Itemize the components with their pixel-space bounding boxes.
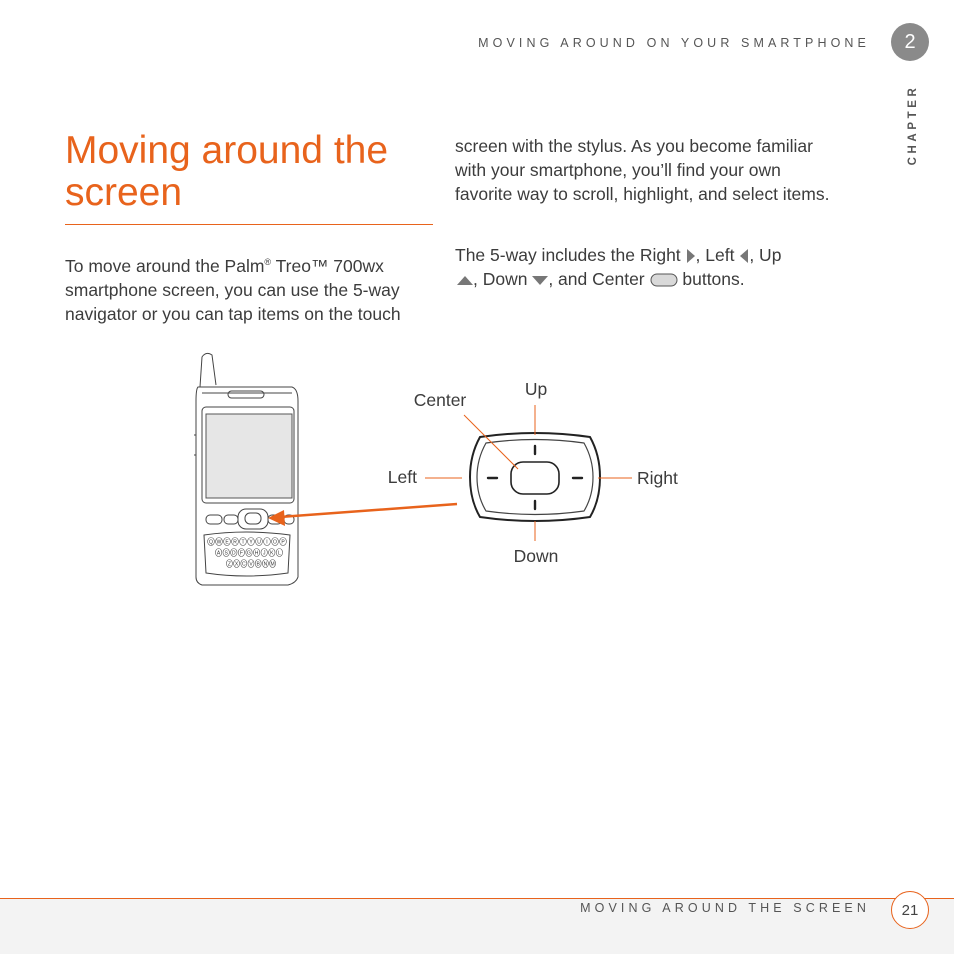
- pointer-arrow-line: [280, 504, 457, 517]
- five-way-navigator: [470, 433, 600, 521]
- keyboard-key-letter: P: [281, 539, 285, 546]
- five-way-text-4: , Down: [473, 269, 533, 289]
- running-head: MOVING AROUND ON YOUR SMARTPHONE: [478, 36, 870, 50]
- keyboard-key-letter: E: [225, 539, 229, 546]
- keyboard-key-letter: W: [216, 539, 222, 546]
- right-arrow-icon: [686, 249, 696, 263]
- keyboard-key-letter: R: [233, 539, 237, 546]
- five-way-text-2: , Left: [695, 245, 740, 265]
- keyboard-key-letter: F: [239, 550, 243, 557]
- chapter-label-text: CHAPTER: [907, 84, 919, 166]
- center-button-icon: [650, 273, 678, 287]
- label-left: Left: [387, 467, 417, 487]
- left-arrow-icon: [739, 249, 749, 263]
- intro-text-b: Treo™ 700wx smartphone screen, you can use the 5-way navigator or you can tap items on the touch: [65, 255, 401, 324]
- keyboard-key-letter: D: [231, 550, 236, 557]
- keyboard-key-letter: X: [234, 561, 239, 568]
- continuation-paragraph: screen with the stylus. As you become familiar with your smartphone, you’ll find your own favorite way to scroll, highlight, and select items.: [455, 136, 830, 204]
- five-way-text-5: , and Center: [548, 269, 650, 289]
- label-down: Down: [513, 546, 559, 566]
- keyboard-key-letter: C: [241, 561, 246, 568]
- label-up: Up: [524, 379, 548, 399]
- page-number: 21: [891, 891, 929, 929]
- keyboard-key-letter: B: [256, 561, 260, 568]
- label-center: Center: [413, 390, 467, 410]
- five-way-text-1: The 5-way includes the Right: [455, 245, 686, 265]
- keyboard-key-letter: S: [224, 550, 228, 557]
- keyboard-key-letter: O: [273, 539, 277, 546]
- five-way-text-6: buttons.: [677, 269, 745, 289]
- up-arrow-icon: [457, 275, 473, 286]
- intro-paragraph: [65, 250, 437, 326]
- keyboard-key-letter: H: [254, 550, 259, 557]
- keyboard-key-letter: L: [278, 550, 281, 557]
- keyboard-key-letter: J: [262, 550, 266, 557]
- registered-mark: ®: [264, 257, 272, 267]
- chapter-number-badge: 2: [891, 23, 929, 61]
- keyboard-key-letter: G: [247, 550, 251, 557]
- keyboard-key-letter: N: [263, 561, 268, 568]
- keyboard-key-letter: T: [241, 539, 245, 546]
- five-way-paragraph: [455, 243, 845, 291]
- keyboard-key-letter: U: [257, 539, 261, 546]
- keyboard-key-letter: V: [249, 561, 253, 568]
- center-button: [511, 462, 559, 494]
- title-underline: [65, 224, 433, 225]
- section-title: Moving around the screen: [65, 129, 389, 214]
- keyboard-key-letter: M: [270, 561, 275, 568]
- label-right: Right: [637, 468, 678, 488]
- intro-text-a: To move around the Palm: [65, 255, 265, 276]
- five-way-text-3: , Up: [749, 245, 782, 265]
- keyboard-key-letter: Y: [249, 539, 253, 546]
- keyboard-key-letter: A: [216, 550, 221, 557]
- down-arrow-icon: [532, 275, 548, 286]
- running-foot: MOVING AROUND THE SCREEN: [580, 901, 870, 915]
- footer-rule: [0, 898, 954, 899]
- keyboard-key-letter: I: [266, 539, 268, 546]
- keyboard-key-letter: K: [270, 550, 274, 557]
- keyboard-key-letter: Z: [227, 561, 231, 568]
- keyboard-key-letter: Q: [209, 539, 213, 546]
- five-way-figure: [180, 345, 720, 595]
- chapter-label: [878, 80, 948, 170]
